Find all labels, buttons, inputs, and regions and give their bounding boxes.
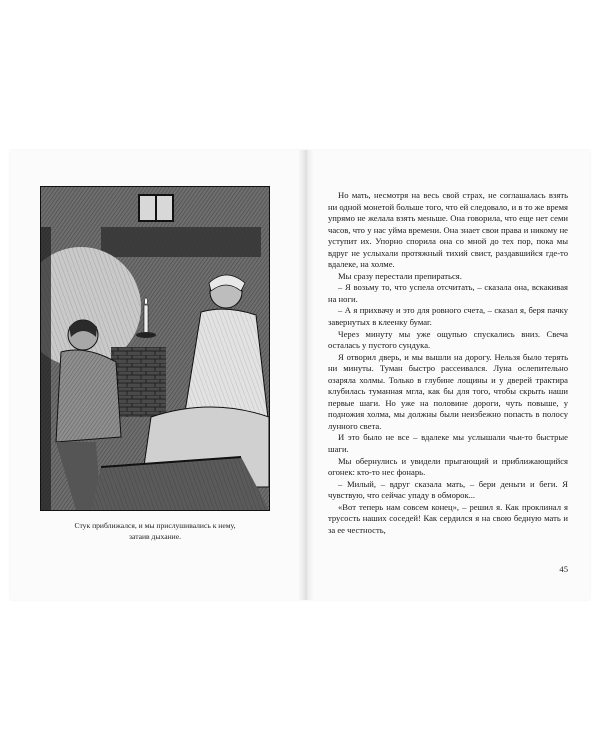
caption-line: Стук приближался, и мы прислушивались к нему, bbox=[74, 521, 236, 530]
illustration bbox=[40, 186, 270, 511]
book-spread bbox=[10, 150, 590, 600]
illustration-caption bbox=[38, 520, 272, 542]
caption-line: затаив дыхание. bbox=[129, 532, 181, 541]
paragraph: Мы сразу перестали препираться. bbox=[338, 270, 462, 281]
paragraph: И это было не все – вдалеке мы услышали чьи-то быстрые шаги. bbox=[328, 432, 568, 455]
paragraph: – Милый, – вдруг сказала мать, – бери деньги и беги. Я чувствую, что сейчас упаду в обморок... bbox=[328, 478, 568, 501]
paragraph: – А я прихвачу и это для ровного счета, – сказал я, беря пачку завернутых в клеенку бумаг. bbox=[328, 305, 568, 328]
paragraph: Я отворил дверь, и мы вышли на дорогу. Нельзя было терять ни минуты. Туман быстро рассеивался. Луна ослепительно озаряла холмы. Только в глубине лощины и у дверей трактира клубилась туманная мгла, как бы для того, чтобы скрыть наши первые шаги. Но уже на половине дороги, чуть повыше, у подножия холма, мы должны были неизбежно попасть в полосу лунного света. bbox=[328, 351, 568, 431]
paragraph: «Вот теперь нам совсем конец», – решил я. Как проклинал я трусость наших соседей! Как сердился я на свою бедную мать и за ее честность, bbox=[328, 501, 568, 535]
paragraph: Через минуту мы уже ощупью спускались вниз. Свеча осталась у пустого сундука. bbox=[328, 328, 568, 351]
page-number: 45 bbox=[559, 564, 568, 574]
right-page-text bbox=[328, 190, 568, 536]
paragraph: Но мать, несмотря на весь свой страх, не соглашалась взять ни одной монетой больше того, что ей следовало, и в то же время упрямо не желала взять меньше. Она говорила, что еще нет семи часов, что у нас уйма времени. Она знает свои права и никому не уступит их. Упорно спорила она со мной до тех пор, пока мы вдруг не услыхали протяжный тихий свист, раздавшийся где-то вдалеке, на холме. bbox=[328, 190, 568, 270]
paragraph: – Я возьму то, что успела отсчитать, – сказала она, вскакивая на ноги. bbox=[328, 282, 568, 304]
paragraph: Мы обернулись и увидели прыгающий и приближающийся огонек: кто-то нес фонарь. bbox=[328, 455, 568, 478]
illustration-drawing bbox=[41, 187, 269, 510]
page-fold bbox=[298, 150, 314, 600]
